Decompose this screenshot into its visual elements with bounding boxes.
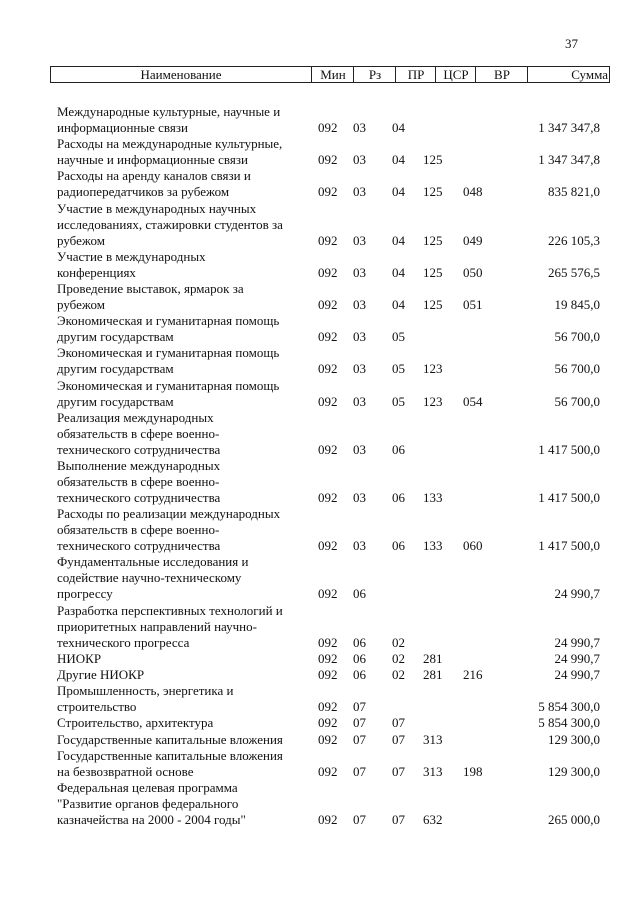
row-name	[57, 201, 307, 249]
row-name-line: Реализация международных	[57, 409, 214, 425]
row-name	[57, 104, 307, 136]
row-min: 092	[318, 586, 338, 602]
table-header	[50, 66, 610, 83]
row-min: 092	[318, 393, 338, 409]
row-name-line: Государственные капитальные вложения	[57, 731, 283, 747]
row-vr: 049	[463, 232, 483, 248]
row-csr: 125	[423, 232, 443, 248]
row-csr: 133	[423, 490, 443, 505]
row-pr: 05	[392, 361, 405, 377]
row-name-line: Фундаментальные исследования и	[57, 554, 249, 570]
header-rz: Рз	[353, 67, 396, 82]
row-pr: 07	[392, 812, 405, 827]
table-row	[0, 345, 640, 377]
row-csr: 123	[423, 393, 443, 409]
row-rz: 07	[353, 763, 366, 779]
row-sum: 1 347 347,8	[538, 152, 600, 168]
row-rz: 03	[353, 490, 366, 505]
row-rz: 07	[353, 699, 366, 715]
row-csr: 125	[423, 264, 443, 280]
row-name	[57, 651, 307, 667]
row-name-line: казначейства на 2000 - 2004 годы"	[57, 812, 246, 827]
row-name-line: Проведение выставок, ярмарок за	[57, 281, 244, 296]
row-sum: 5 854 300,0	[538, 715, 600, 731]
row-min: 092	[318, 812, 338, 827]
row-rz: 07	[353, 715, 366, 731]
row-name-line: другим государствам	[57, 393, 174, 409]
header-csr: ЦСР	[435, 67, 476, 82]
row-name-line: Промышленность, энергетика и	[57, 683, 234, 699]
table-row	[0, 249, 640, 281]
row-min: 092	[318, 538, 338, 554]
row-min: 092	[318, 232, 338, 248]
row-csr: 125	[423, 184, 443, 200]
row-name	[57, 410, 307, 458]
row-pr: 04	[392, 120, 405, 135]
row-min: 092	[318, 152, 338, 168]
row-name-line: приоритетных направлений научно-	[57, 618, 257, 634]
table-row	[0, 732, 640, 748]
row-rz: 03	[353, 184, 366, 200]
row-name	[57, 458, 307, 506]
table-row	[0, 201, 640, 249]
row-name-line: Строительство, архитектура	[57, 715, 214, 731]
row-sum: 24 990,7	[554, 650, 600, 666]
row-name-line: Другие НИОКР	[57, 667, 145, 682]
row-pr: 04	[392, 264, 405, 280]
row-min: 092	[318, 120, 338, 135]
row-name	[57, 313, 307, 345]
row-pr: 02	[392, 667, 405, 682]
row-name-line: Экономическая и гуманитарная помощь	[57, 313, 280, 329]
row-csr: 313	[423, 731, 443, 747]
row-name-line: научные и информационные связи	[57, 152, 248, 168]
row-name-line: строительство	[57, 699, 137, 715]
row-sum: 1 417 500,0	[538, 441, 600, 457]
row-min: 092	[318, 441, 338, 457]
row-name-line: рубежом	[57, 232, 106, 248]
row-rz: 06	[353, 586, 366, 602]
row-name-line: рубежом	[57, 297, 106, 312]
row-min: 092	[318, 264, 338, 280]
row-min: 092	[318, 667, 338, 682]
table-row	[0, 780, 640, 828]
row-sum: 24 990,7	[554, 586, 600, 602]
row-name-line: обязательств в сфере военно-	[57, 425, 220, 441]
row-vr: 216	[463, 667, 483, 682]
row-name-line: Экономическая и гуманитарная помощь	[57, 377, 280, 393]
row-name-line: технического прогресса	[57, 634, 190, 650]
row-name-line: Международные культурные, научные и	[57, 104, 281, 119]
row-pr: 04	[392, 184, 405, 200]
row-sum: 835 821,0	[548, 184, 600, 200]
header-name: Наименование	[140, 67, 222, 82]
row-vr: 050	[463, 264, 483, 280]
row-csr: 281	[423, 650, 443, 666]
row-pr: 04	[392, 152, 405, 168]
row-name-line: Федеральная целевая программа	[57, 780, 238, 795]
row-name-line: другим государствам	[57, 329, 174, 345]
row-min: 092	[318, 329, 338, 345]
row-name-line: Участие в международных	[57, 248, 206, 264]
row-csr: 125	[423, 152, 443, 168]
table-row	[0, 281, 640, 313]
table-row	[0, 748, 640, 780]
row-name-line: другим государствам	[57, 361, 174, 377]
table-row	[0, 313, 640, 345]
row-pr: 04	[392, 297, 405, 312]
row-name	[57, 345, 307, 377]
row-name-line: информационные связи	[57, 120, 188, 135]
row-name-line: конференциях	[57, 264, 136, 280]
row-sum: 226 105,3	[548, 232, 600, 248]
row-min: 092	[318, 184, 338, 200]
row-rz: 06	[353, 650, 366, 666]
row-sum: 24 990,7	[554, 634, 600, 650]
row-rz: 03	[353, 232, 366, 248]
row-min: 092	[318, 731, 338, 747]
table-row	[0, 651, 640, 667]
table-row	[0, 554, 640, 602]
row-min: 092	[318, 699, 338, 715]
row-pr: 05	[392, 393, 405, 409]
row-sum: 5 854 300,0	[538, 699, 600, 715]
row-name-line: обязательств в сфере военно-	[57, 522, 220, 538]
row-name	[57, 715, 307, 731]
row-vr: 054	[463, 393, 483, 409]
row-name	[57, 748, 307, 780]
row-sum: 56 700,0	[554, 361, 600, 377]
table-row	[0, 667, 640, 683]
row-name-line: радиопередатчиков за рубежом	[57, 184, 230, 200]
table-row	[0, 168, 640, 200]
header-sum: Сумма	[527, 67, 611, 82]
row-pr: 02	[392, 634, 405, 650]
row-sum: 1 417 500,0	[538, 538, 600, 554]
row-rz: 03	[353, 538, 366, 554]
row-name-line: Расходы на международные культурные,	[57, 136, 283, 152]
row-min: 092	[318, 634, 338, 650]
header-min: Мин	[311, 67, 354, 82]
row-sum: 24 990,7	[554, 667, 600, 682]
row-name-line: технического сотрудничества	[57, 538, 221, 554]
row-name	[57, 506, 307, 554]
row-csr: 125	[423, 297, 443, 312]
table-row	[0, 603, 640, 651]
row-rz: 03	[353, 264, 366, 280]
row-min: 092	[318, 297, 338, 312]
page-number: 37	[565, 36, 578, 51]
row-rz: 03	[353, 441, 366, 457]
row-name	[57, 554, 307, 602]
header-pr: ПР	[395, 67, 436, 82]
row-name	[57, 281, 307, 313]
row-name-line: Выполнение международных	[57, 458, 221, 473]
row-csr: 632	[423, 812, 443, 827]
row-min: 092	[318, 361, 338, 377]
row-sum: 265 000,0	[548, 812, 600, 827]
row-name	[57, 780, 307, 828]
row-rz: 06	[353, 634, 366, 650]
row-name-line: на безвозвратной основе	[57, 763, 194, 779]
row-sum: 129 300,0	[548, 763, 600, 779]
table-row	[0, 458, 640, 506]
row-csr: 123	[423, 361, 443, 377]
row-pr: 06	[392, 441, 405, 457]
row-min: 092	[318, 763, 338, 779]
row-name-line: содействие научно-техническому	[57, 570, 242, 586]
row-name-line: Участие в международных научных	[57, 200, 257, 216]
row-rz: 03	[353, 361, 366, 377]
table-row	[0, 506, 640, 554]
row-name-line: НИОКР	[57, 650, 102, 666]
table-row	[0, 104, 640, 136]
row-sum: 19 845,0	[554, 297, 600, 312]
row-rz: 07	[353, 731, 366, 747]
row-vr: 060	[463, 538, 483, 554]
row-rz: 03	[353, 152, 366, 168]
row-name-line: Расходы на аренду каналов связи и	[57, 168, 251, 184]
row-sum: 265 576,5	[548, 264, 600, 280]
row-pr: 07	[392, 715, 405, 731]
row-rz: 03	[353, 297, 366, 312]
table-row	[0, 378, 640, 410]
row-csr: 133	[423, 538, 443, 554]
row-name	[57, 667, 307, 683]
row-vr: 051	[463, 297, 483, 312]
row-min: 092	[318, 715, 338, 731]
row-min: 092	[318, 490, 338, 505]
row-rz: 03	[353, 329, 366, 345]
row-name	[57, 136, 307, 168]
row-rz: 06	[353, 667, 366, 682]
row-name	[57, 168, 307, 200]
row-name-line: технического сотрудничества	[57, 441, 221, 457]
row-min: 092	[318, 650, 338, 666]
row-sum: 1 347 347,8	[538, 120, 600, 135]
row-name-line: Государственные капитальные вложения	[57, 747, 283, 763]
table-row	[0, 410, 640, 458]
table-row	[0, 715, 640, 731]
row-sum: 1 417 500,0	[538, 490, 600, 505]
row-name	[57, 249, 307, 281]
row-name	[57, 683, 307, 715]
row-sum: 56 700,0	[554, 329, 600, 345]
header-vr: ВР	[475, 67, 528, 82]
row-csr: 281	[423, 667, 443, 682]
row-name-line: исследованиях, стажировки студентов за	[57, 216, 283, 232]
row-sum: 56 700,0	[554, 393, 600, 409]
row-pr: 06	[392, 490, 405, 505]
row-pr: 04	[392, 232, 405, 248]
row-vr: 198	[463, 763, 483, 779]
row-rz: 03	[353, 393, 366, 409]
row-name-line: Разработка перспективных технологий и	[57, 602, 283, 618]
row-pr: 07	[392, 731, 405, 747]
row-rz: 03	[353, 120, 366, 135]
row-sum: 129 300,0	[548, 731, 600, 747]
table-row	[0, 683, 640, 715]
row-pr: 06	[392, 538, 405, 554]
row-pr: 05	[392, 329, 405, 345]
row-name-line: обязательств в сфере военно-	[57, 474, 220, 489]
row-name-line: Экономическая и гуманитарная помощь	[57, 345, 280, 361]
row-name-line: технического сотрудничества	[57, 490, 221, 505]
row-pr: 07	[392, 763, 405, 779]
row-name-line: "Развитие органов федерального	[57, 796, 239, 811]
row-name	[57, 378, 307, 410]
row-name	[57, 603, 307, 651]
row-name	[57, 732, 307, 748]
row-name-line: Расходы по реализации международных	[57, 506, 281, 522]
table-row	[0, 136, 640, 168]
row-pr: 02	[392, 650, 405, 666]
row-csr: 313	[423, 763, 443, 779]
row-rz: 07	[353, 812, 366, 827]
row-vr: 048	[463, 184, 483, 200]
row-name-line: прогрессу	[57, 586, 113, 602]
